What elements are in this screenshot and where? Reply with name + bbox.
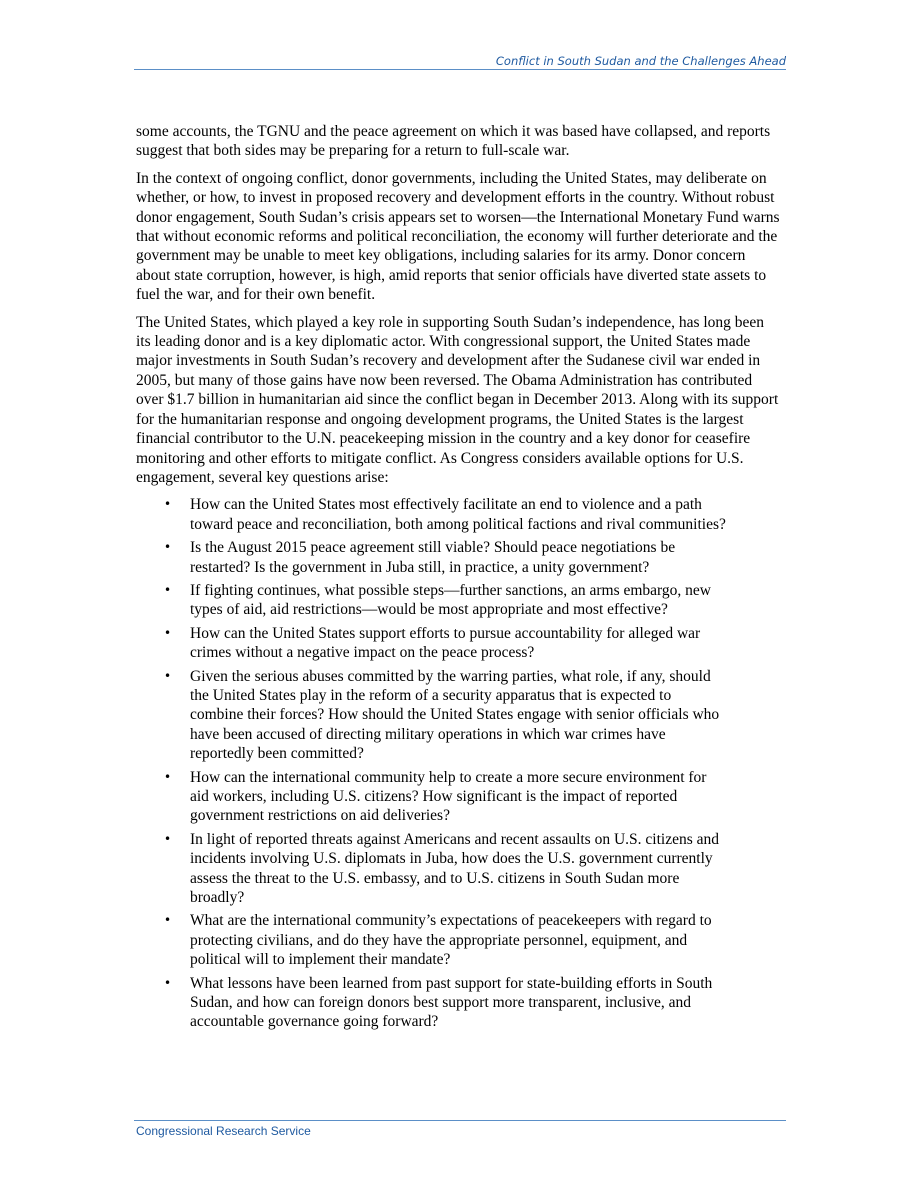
bullet-icon: • xyxy=(164,668,172,683)
footer-publisher: Congressional Research Service xyxy=(136,1124,311,1138)
bullet-icon: • xyxy=(164,831,172,846)
bullet-icon: • xyxy=(164,769,172,784)
paragraph-1: some accounts, the TGNU and the peace agreement on which it was based have collapsed, and reports suggest that both sides may be preparing for a return to full-scale war. xyxy=(136,123,771,160)
bullet-icon: • xyxy=(164,625,172,640)
list-item-text: What are the international community’s expectations of peacekeepers with regard to protecting civilians, and do they have the appropriate personnel, equipment, and political will to implement their mandate? xyxy=(190,912,712,969)
bullet-icon: • xyxy=(164,913,172,928)
list-item-text: How can the United States support efforts to pursue accountability for alleged war crimes without a negative impact on the peace process? xyxy=(190,624,701,662)
list-item xyxy=(136,830,780,908)
paragraph-3: The United States, which played a key role in supporting South Sudan’s independence, has long been its leading donor and is a key diplomatic actor. With congressional support, the United States made major investments in South Sudan’s recovery and development after the Sudanese civil war ended in 2005, but many of those gains have now been reversed. The Obama Administration has contributed over $1.7 billion in humanitarian aid since the conflict began in December 2013. Along with its support for the humanitarian response and ongoing development programs, the United States is the largest financial contributor to the U.N. peacekeeping mission in the country and a key donor for ceasefire monitoring and other efforts to mitigate conflict. As Congress considers available options for U.S. engagement, several key questions arise: xyxy=(136,313,779,486)
list-item xyxy=(136,624,780,663)
list-item xyxy=(136,911,780,969)
key-questions-list xyxy=(136,495,780,1032)
list-item xyxy=(136,768,780,826)
bullet-icon: • xyxy=(164,497,172,512)
list-item xyxy=(136,667,780,764)
list-item xyxy=(136,581,780,620)
bullet-icon: • xyxy=(164,540,172,555)
list-item-text: Given the serious abuses committed by the warring parties, what role, if any, should the United States play in the reform of a security apparatus that is expected to combine their forces? How should the United States engage with senior officials who have been accused of directing military operations in which war crimes have reportedly been committed? xyxy=(190,667,720,763)
list-item xyxy=(136,538,780,577)
bullet-icon: • xyxy=(164,582,172,597)
body-text xyxy=(136,122,780,1036)
list-item-text: What lessons have been learned from past support for state-building efforts in South Sudan, and how can foreign donors best support more transparent, inclusive, and accountable governance going forward? xyxy=(190,974,713,1031)
list-item-text: If fighting continues, what possible steps—further sanctions, an arms embargo, new types of aid, aid restrictions—would be most appropriate and most effective? xyxy=(190,581,712,619)
list-item-text: In light of reported threats against Americans and recent assaults on U.S. citizens and incidents involving U.S. diplomats in Juba, how does the U.S. government currently assess the threat to the U.S. embassy, and to U.S. citizens in South Sudan more broadly? xyxy=(190,830,719,907)
list-item-text: How can the United States most effectively facilitate an end to violence and a path toward peace and reconciliation, both among political factions and rival communities? xyxy=(190,496,726,533)
list-item xyxy=(136,495,780,534)
running-header-title: Conflict in South Sudan and the Challenges Ahead xyxy=(495,54,786,68)
bullet-icon: • xyxy=(164,975,172,990)
header-rule xyxy=(134,69,786,70)
list-item-text: Is the August 2015 peace agreement still viable? Should peace negotiations be restarted? Is the government in Juba still, in practice, a unity government? xyxy=(190,539,676,576)
paragraph-2: In the context of ongoing conflict, donor governments, including the United States, may deliberate on whether, or how, to invest in proposed recovery and development efforts in the country. Without robust donor engagement, South Sudan’s crisis appears set to worsen—the International Monetary Fund warns that without economic reforms and political reconciliation, the economy will further deteriorate and the government may be unable to meet key obligations, including salaries for its army. Donor concern about state corruption, however, is high, amid reports that senior officials have diverted state assets to fuel the war, and for their own benefit. xyxy=(136,169,780,304)
footer-rule xyxy=(134,1120,786,1121)
list-item xyxy=(136,974,780,1032)
list-item-text: How can the international community help to create a more secure environment for aid workers, including U.S. citizens? How significant is the impact of reported government restrictions on aid deliveries? xyxy=(190,768,707,825)
